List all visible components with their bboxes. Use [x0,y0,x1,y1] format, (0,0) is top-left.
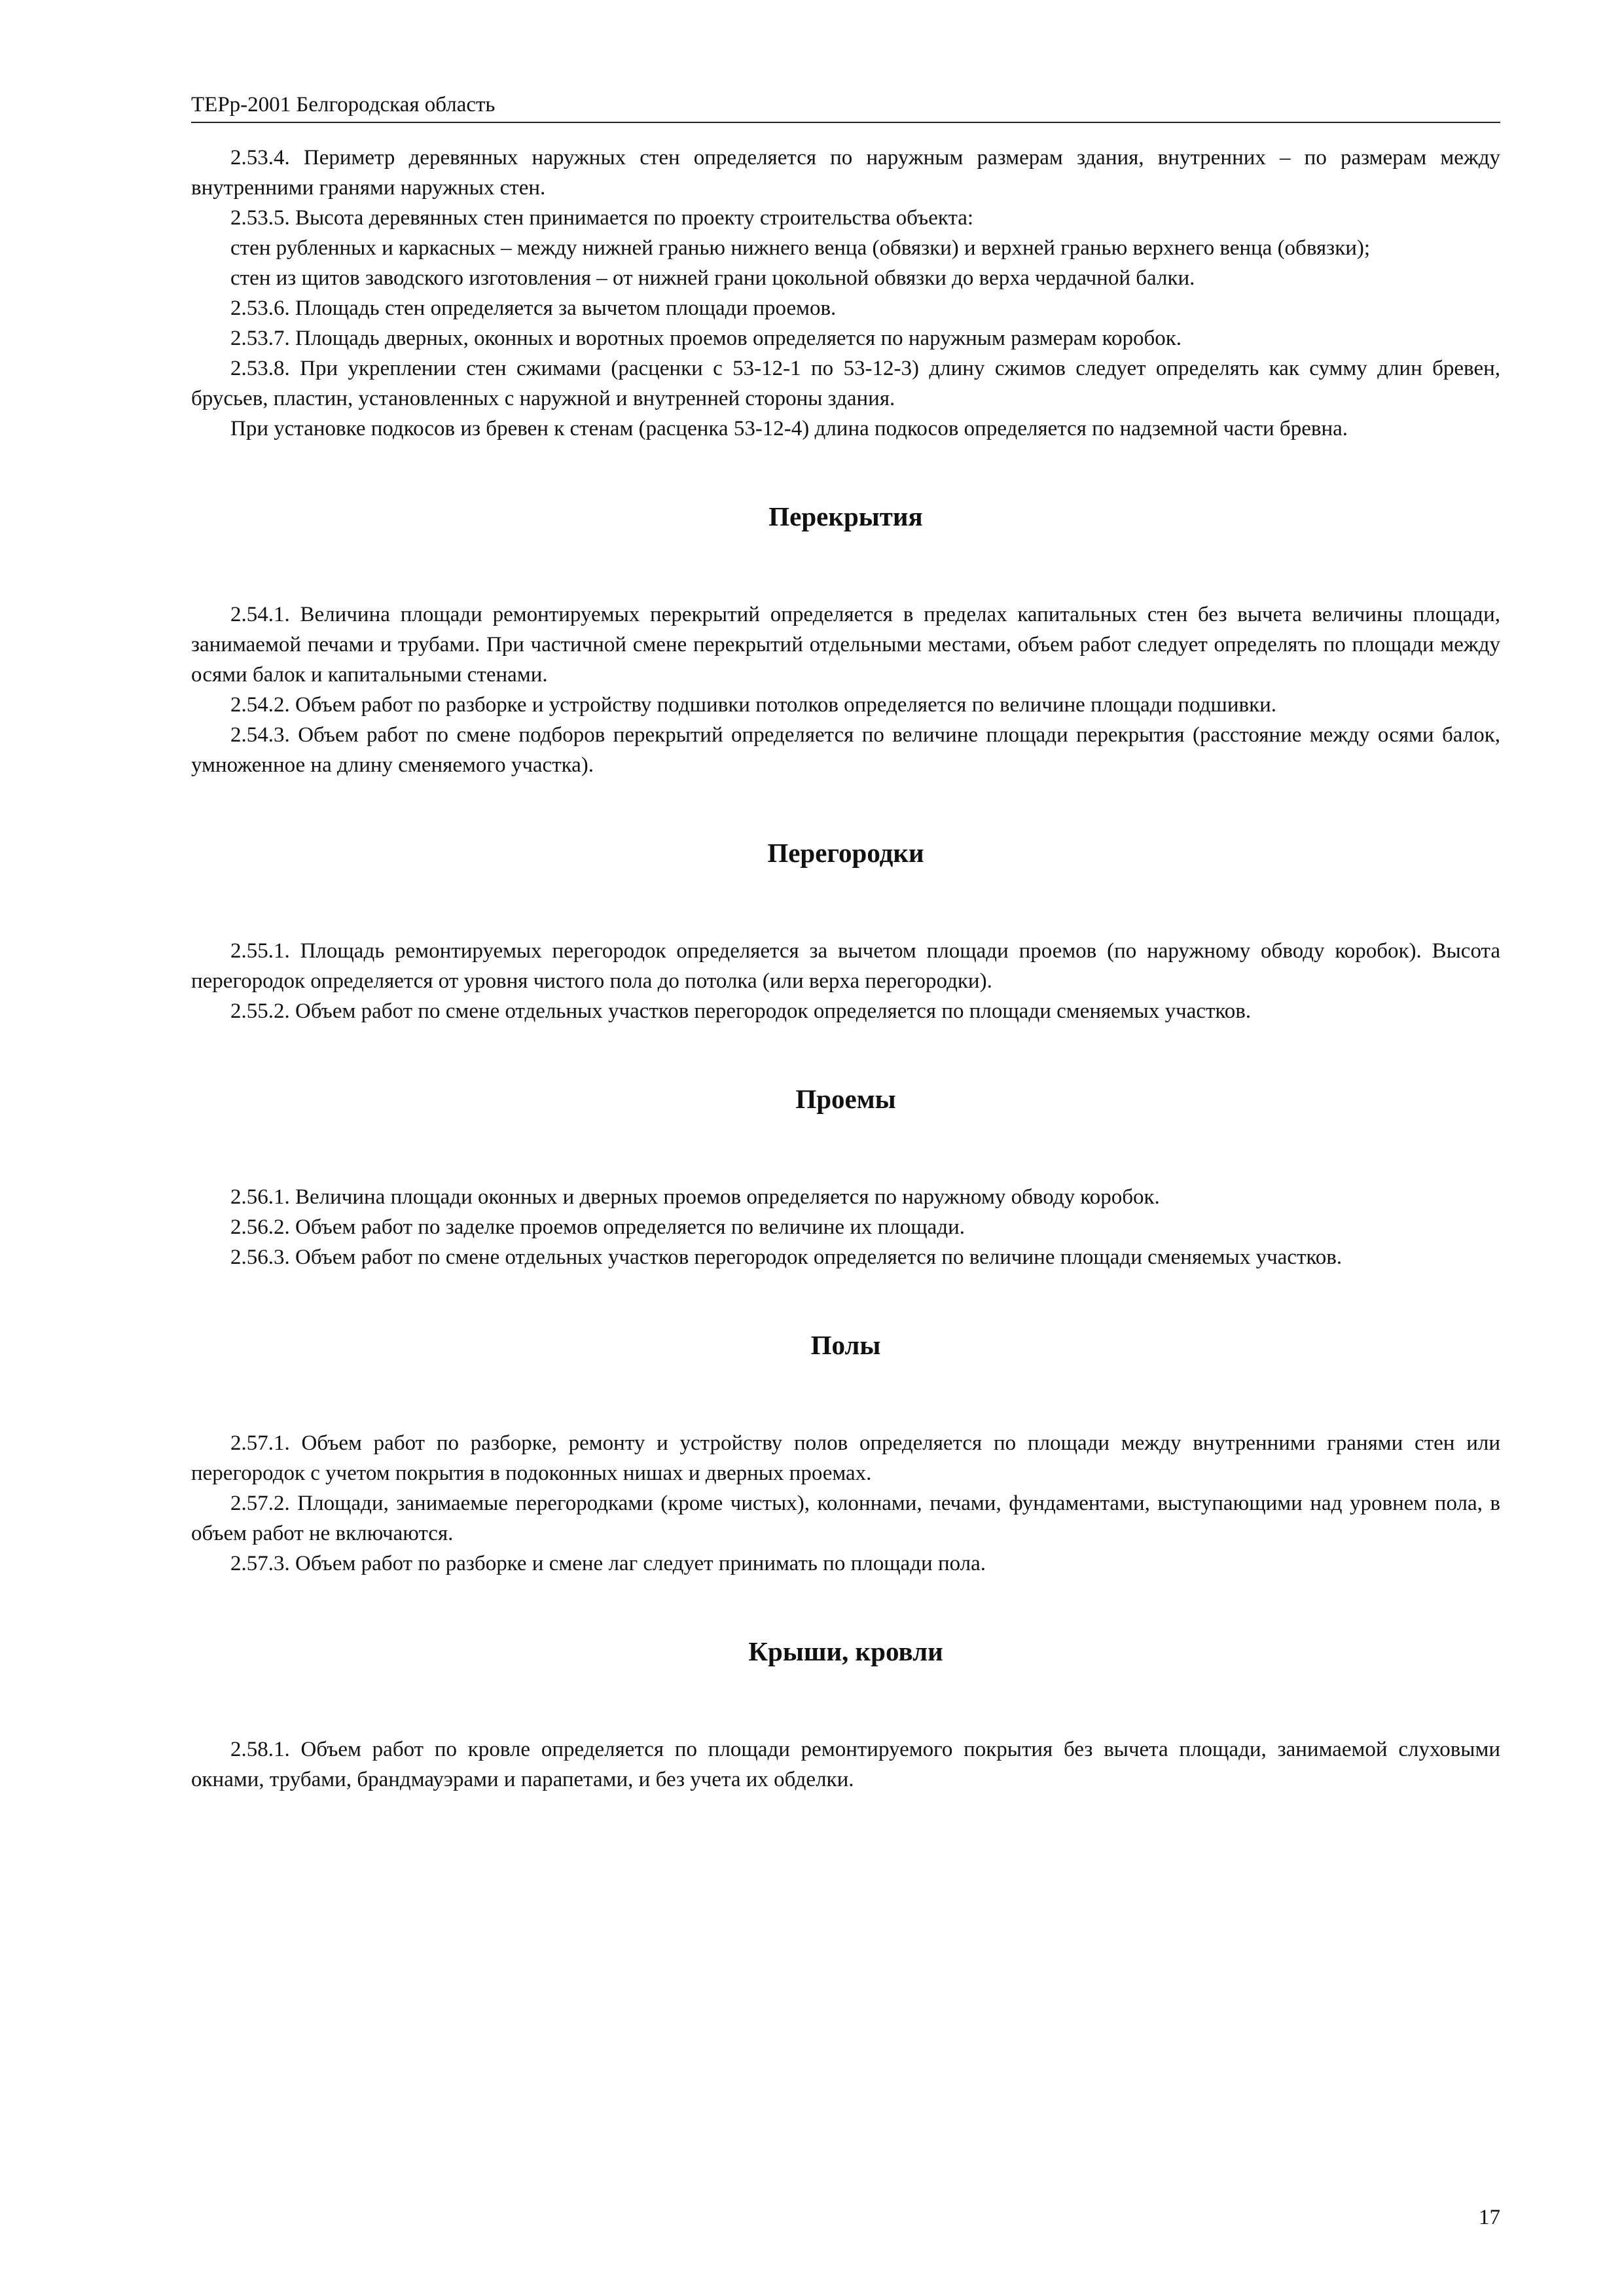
page-number: 17 [1479,2206,1500,2229]
document-page [191,92,1500,2251]
section-title: Проемы [795,1084,896,1114]
running-header: ТЕРр-2001 Белгородская область [191,92,1500,123]
paragraph: 2.55.2. Объем работ по смене отдельных участков перегородок определяется по площади сменяемых участков. [230,999,1252,1023]
section-title: Перегородки [767,838,924,868]
section-title: Полы [810,1330,881,1360]
paragraph: 2.53.8. При укреплении стен сжимами (расценки с 53-12-1 по 53-12-3) длину сжимов следует определять как сумму длин бревен, брусьев, пластин, установленных с наружной и внутренней стороны здания. [191,357,1500,410]
paragraph: 2.56.1. Величина площади оконных и дверных проемов определяется по наружному обводу коробок. [230,1185,1160,1209]
paragraph: 2.54.1. Величина площади ремонтируемых перекрытий определяется в пределах капитальных стен без вычета величины площади, занимаемой печами и трубами. При частичной смене перекрытий отдельными местами, объем работ следует определять по площади между осями балок и капитальными стенами. [191,603,1500,687]
paragraph: 2.57.3. Объем работ по разборке и смене лаг следует принимать по площади пола. [230,1552,986,1575]
paragraph: 2.58.1. Объем работ по кровле определяется по площади ремонтируемого покрытия без вычета площади, занимаемой слуховыми окнами, трубами, брандмауэрами и парапетами, и без учета их обделки. [191,1738,1500,1791]
paragraph: 2.55.1. Площадь ремонтируемых перегородок определяется за вычетом площади проемов (по наружному обводу коробок). Высота перегородок определяется от уровня чистого пола до потолка (или верха перегородки). [191,939,1500,993]
section-peregorodki [191,836,1500,1026]
paragraph: 2.53.6. Площадь стен определяется за вычетом площади проемов. [230,296,837,320]
section-title: Перекрытия [768,501,923,531]
paragraph: 2.56.2. Объем работ по заделке проемов определяется по величине их площади. [230,1215,965,1239]
paragraph: 2.54.3. Объем работ по смене подборов перекрытий определяется по величине площади перекрытия (расстояние между осями балок, умноженное на длину сменяемого участка). [191,723,1500,777]
section-kryshi-krovli [191,1635,1500,1795]
intro-block [191,143,1500,444]
paragraph: При установке подкосов из бревен к стенам (расценка 53-12-4) длина подкосов определяется по надземной части бревна. [230,417,1348,440]
section-perekrytiya [191,500,1500,780]
paragraph: 2.53.7. Площадь дверных, оконных и воротных проемов определяется по наружным размерам коробок. [230,327,1182,350]
paragraph: 2.53.5. Высота деревянных стен принимается по проекту строительства объекта: [230,206,974,230]
section-proemy [191,1083,1500,1272]
paragraph: стен рубленных и каркасных – между нижней гранью нижнего венца (обвязки) и верхней гранью верхнего венца (обвязки); [230,236,1371,260]
paragraph: 2.54.2. Объем работ по разборке и устройству подшивки потолков определяется по величине площади подшивки. [230,693,1277,717]
paragraph: стен из щитов заводского изготовления – от нижней грани цокольной обвязки до верха чердачной балки. [230,266,1195,290]
paragraph: 2.57.1. Объем работ по разборке, ремонту и устройству полов определяется по площади между внутренними гранями стен или перегородок с учетом покрытия в подоконных нишах и дверных проемах. [191,1431,1500,1485]
paragraph: 2.53.4. Периметр деревянных наружных стен определяется по наружным размерам здания, внутренних – по размерам между внутренними гранями наружных стен. [191,146,1500,200]
section-poly [191,1329,1500,1579]
paragraph: 2.57.2. Площади, занимаемые перегородками (кроме чистых), колоннами, печами, фундаментами, выступающими над уровнем пола, в объем работ не включаются. [191,1492,1500,1545]
paragraph: 2.56.3. Объем работ по смене отдельных участков перегородок определяется по величине площади сменяемых участков. [230,1246,1343,1269]
section-title: Крыши, кровли [748,1636,943,1666]
